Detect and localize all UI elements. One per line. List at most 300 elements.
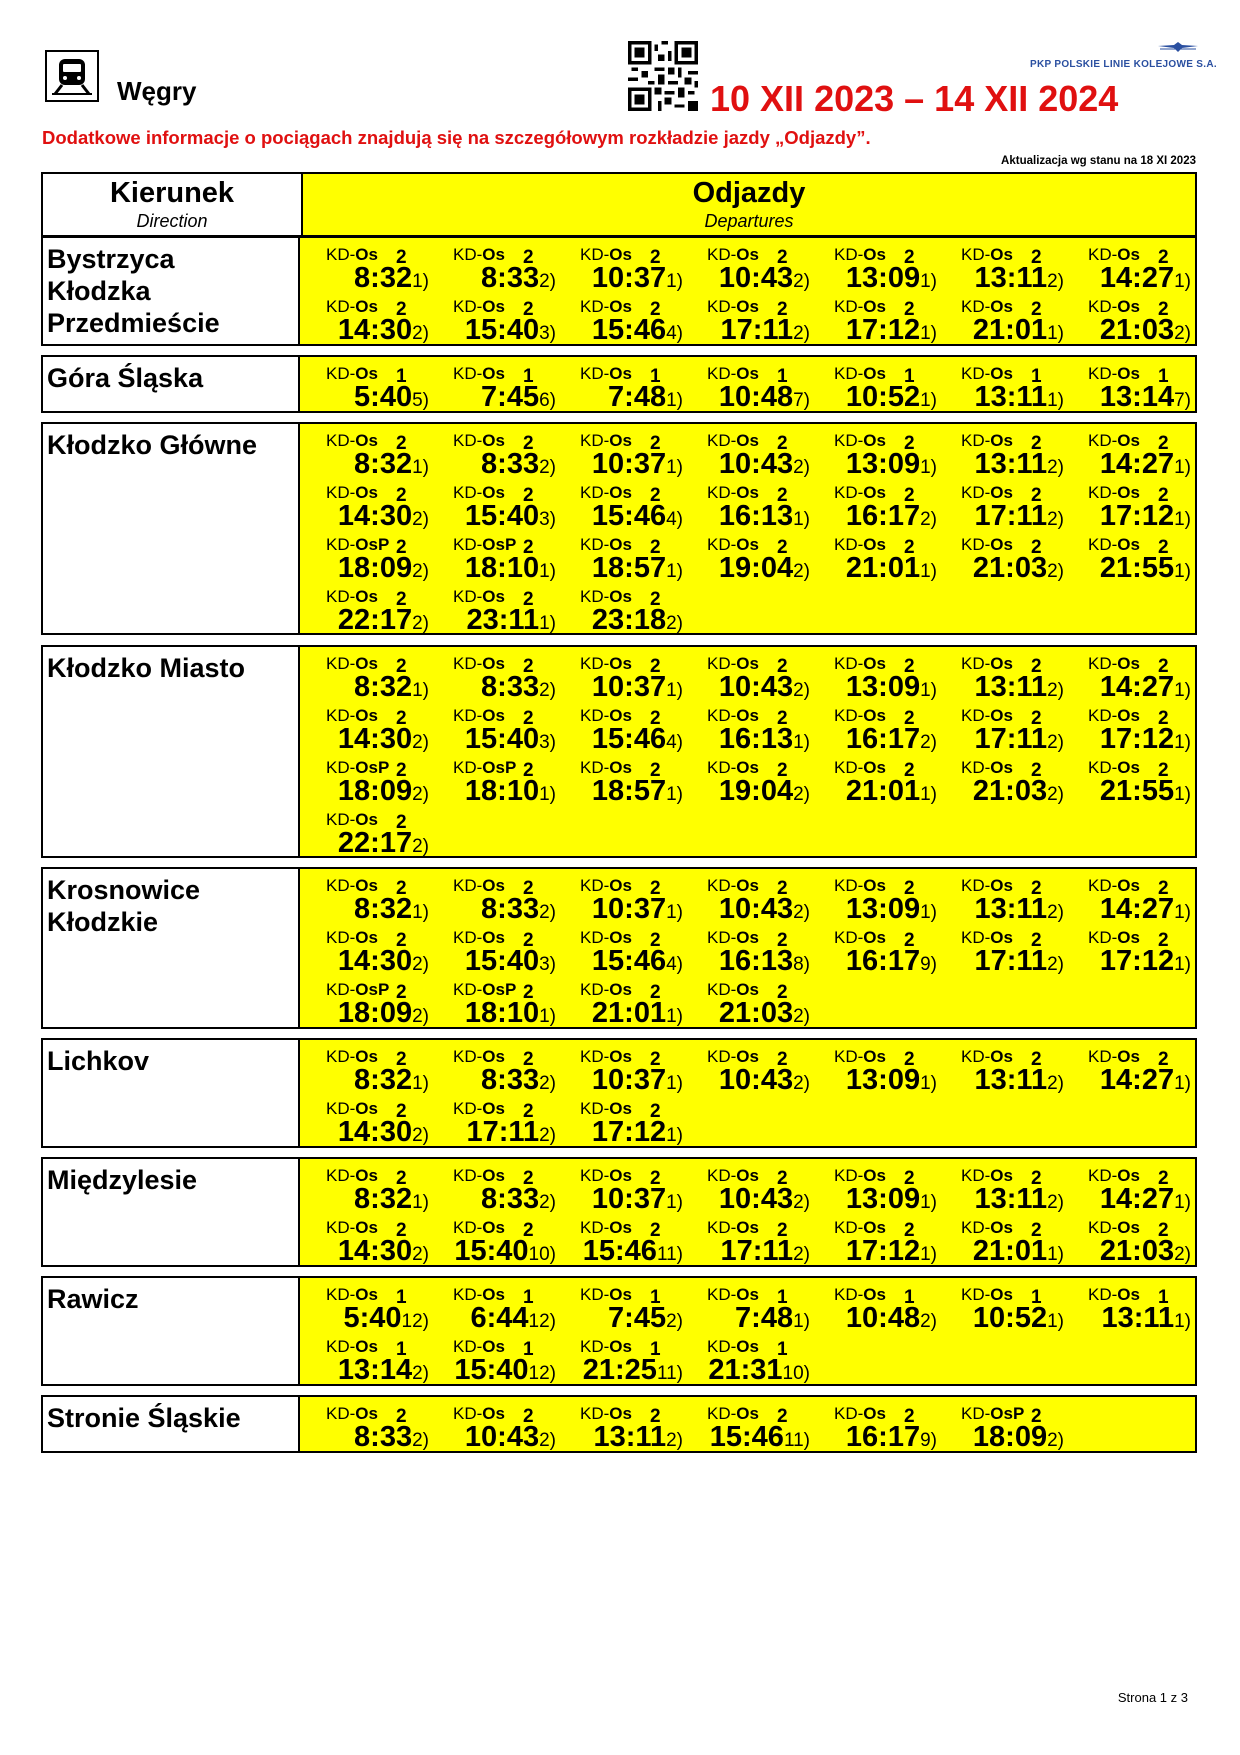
carrier-code: KD- (1088, 758, 1118, 777)
footnote-ref: 12) (528, 1363, 556, 1384)
footnote-ref: 2) (1047, 902, 1064, 923)
update-date: Aktualizacja wg stanu na 18 XI 2023 (1001, 155, 1196, 167)
departure-time (583, 1236, 683, 1270)
train-departure (941, 872, 1068, 924)
departure-time (1100, 553, 1191, 587)
footnote-ref: 1) (539, 561, 556, 582)
carrier-code: KD- (707, 758, 737, 777)
departure-time (354, 382, 429, 416)
carrier-code: KD- (326, 706, 356, 725)
train-type: Os (482, 876, 505, 895)
carrier-code: KD- (834, 535, 864, 554)
train-departure (306, 754, 433, 806)
footnote-ref: 2) (666, 613, 683, 634)
departure-time (354, 263, 429, 297)
carrier-code: KD- (1088, 297, 1118, 316)
footnote-ref: 1) (539, 613, 556, 634)
carrier-code: KD- (453, 297, 483, 316)
departure-time (846, 263, 937, 297)
departure-time (592, 1184, 683, 1218)
carrier-code: KD- (1088, 483, 1118, 502)
train-departure (941, 924, 1068, 976)
train-type: Os (609, 1337, 632, 1356)
carrier-code: KD- (707, 1166, 737, 1185)
departure-time (710, 1422, 810, 1456)
time-value: 8:32 (354, 671, 413, 703)
departure-time (975, 263, 1064, 297)
carrier-code: KD- (834, 758, 864, 777)
carrier-code: KD- (834, 1166, 864, 1185)
direction-cell (43, 238, 300, 344)
train-departure (306, 650, 433, 702)
carrier-code: KD- (326, 654, 356, 673)
train-type: Os (482, 1166, 505, 1185)
train-type: Os (482, 706, 505, 725)
departure-time (719, 1184, 810, 1218)
train-class: 1 (523, 1287, 534, 1308)
train-departure (560, 976, 687, 1028)
footnote-ref: 2) (920, 732, 937, 753)
departures-cell (300, 357, 1195, 411)
departure-time (465, 1422, 556, 1456)
train-type: Os (609, 535, 632, 554)
qr-code-icon[interactable] (628, 41, 698, 111)
carrier-code: KD- (580, 654, 610, 673)
footnote-ref: 2) (793, 1006, 810, 1027)
train-departure (687, 1043, 814, 1095)
departure-time (973, 1303, 1064, 1337)
train-class: 2 (777, 1406, 788, 1427)
carrier-code: KD- (453, 1047, 483, 1066)
train-departure (433, 1095, 560, 1147)
train-class: 1 (1031, 1287, 1042, 1308)
departure-time (481, 263, 556, 297)
time-value: 10:52 (845, 381, 921, 413)
carrier-code: KD- (580, 364, 610, 383)
carrier-code: KD- (580, 431, 610, 450)
train-class: 2 (523, 537, 534, 558)
time-value: 10:43 (718, 448, 794, 480)
train-departure (306, 241, 433, 293)
train-class: 1 (1158, 366, 1169, 387)
footnote-ref: 1) (412, 271, 429, 292)
footnote-ref: 1) (1174, 509, 1191, 530)
carrier-code: KD- (961, 1047, 991, 1066)
carrier-code: KD- (453, 483, 483, 502)
departure-time (467, 1117, 556, 1151)
time-value: 17:11 (974, 945, 1048, 977)
train-icon (45, 50, 99, 102)
departure-time (592, 553, 683, 587)
footnote-ref: 2) (1047, 954, 1064, 975)
time-value: 15:46 (591, 945, 667, 977)
footnote-ref: 10) (782, 1363, 810, 1384)
train-type: Os (355, 654, 378, 673)
departure-time (975, 724, 1064, 758)
footnote-ref: 2) (793, 457, 810, 478)
carrier-code: KD- (580, 1285, 610, 1304)
direction-block (41, 422, 1197, 635)
train-type: Os (990, 928, 1013, 947)
train-departure (433, 1214, 560, 1266)
train-type: Os (482, 1099, 505, 1118)
time-value: 14:27 (1099, 1183, 1175, 1215)
departure-time (354, 449, 429, 483)
departure-time (719, 501, 810, 535)
time-value: 8:33 (481, 893, 540, 925)
time-value: 16:17 (845, 500, 921, 532)
train-class: 2 (1031, 878, 1042, 899)
carrier-code: KD- (580, 1166, 610, 1185)
train-type: Os (863, 706, 886, 725)
train-type: Os (736, 1218, 759, 1237)
train-type: Os (1117, 928, 1140, 947)
train-departure (433, 650, 560, 702)
train-class: 2 (396, 299, 407, 320)
departures-header (303, 174, 1195, 235)
time-value: 17:12 (591, 1116, 667, 1148)
carrier-code: KD- (834, 431, 864, 450)
train-class: 2 (396, 656, 407, 677)
train-class: 1 (396, 1339, 407, 1360)
train-type: OsP (355, 758, 390, 777)
train-class: 2 (523, 708, 534, 729)
departures-cell (300, 647, 1195, 859)
time-value: 8:33 (481, 448, 540, 480)
train-type: Os (482, 297, 505, 316)
train-class: 1 (777, 366, 788, 387)
footnote-ref: 1) (412, 457, 429, 478)
time-value: 10:37 (591, 1183, 667, 1215)
footnote-ref: 2) (793, 1073, 810, 1094)
time-value: 10:43 (718, 262, 794, 294)
train-class: 1 (396, 1287, 407, 1308)
train-class: 2 (523, 930, 534, 951)
train-class: 2 (523, 485, 534, 506)
carrier-code: KD- (326, 364, 356, 383)
train-departure (433, 702, 560, 754)
carrier-code: KD- (707, 876, 737, 895)
train-type: Os (990, 1285, 1013, 1304)
footnote-ref: 4) (666, 323, 683, 344)
carrier-code: KD- (1088, 364, 1118, 383)
footnote-ref: 2) (412, 561, 429, 582)
train-class: 2 (1031, 760, 1042, 781)
direction-block (41, 236, 1197, 346)
train-class: 2 (1031, 299, 1042, 320)
carrier-code: KD- (453, 758, 483, 777)
carrier-code: KD- (580, 928, 610, 947)
train-departure (687, 754, 814, 806)
train-departure (560, 479, 687, 531)
train-departure (941, 360, 1068, 412)
train-type: Os (990, 654, 1013, 673)
train-class: 1 (650, 1287, 661, 1308)
carrier-code: KD- (580, 1099, 610, 1118)
train-departure (814, 531, 941, 583)
footnote-ref: 1) (1174, 1073, 1191, 1094)
carrier-code: KD- (580, 1404, 610, 1423)
footnote-ref: 1) (666, 1006, 683, 1027)
train-departure (306, 1162, 433, 1214)
departure-time (338, 776, 429, 810)
carrier-code: KD- (580, 297, 610, 316)
train-departure (306, 427, 433, 479)
train-class: 2 (777, 878, 788, 899)
train-departure (1068, 360, 1195, 412)
footnote-ref: 1) (920, 680, 937, 701)
train-type: Os (355, 483, 378, 502)
footnote-ref: 1) (920, 1244, 937, 1265)
train-departure (941, 1400, 1068, 1452)
footnote-ref: 2) (793, 561, 810, 582)
time-value: 5:40 (354, 381, 413, 413)
time-value: 13:09 (845, 262, 921, 294)
train-departure (1068, 427, 1195, 479)
time-value: 22:17 (337, 604, 413, 636)
train-type: Os (990, 706, 1013, 725)
train-type: Os (736, 1166, 759, 1185)
train-class: 2 (777, 760, 788, 781)
train-type: Os (863, 1404, 886, 1423)
time-value: 15:40 (464, 500, 540, 532)
carrier-code: KD- (961, 706, 991, 725)
carrier-code: KD- (326, 980, 356, 999)
footnote-ref: 1) (539, 784, 556, 805)
train-departure (1068, 1281, 1195, 1333)
time-value: 13:11 (974, 448, 1048, 480)
footnote-ref: 2) (666, 1311, 683, 1332)
footnote-ref: 1) (412, 1192, 429, 1213)
footnote-ref: 8) (793, 954, 810, 975)
departure-time (592, 894, 683, 928)
train-departure (306, 872, 433, 924)
train-departure (1068, 1214, 1195, 1266)
departure-time (481, 672, 556, 706)
time-value: 10:37 (591, 893, 667, 925)
time-value: 15:40 (464, 314, 540, 346)
train-departure (687, 650, 814, 702)
train-type: Os (482, 1337, 505, 1356)
carrier-code: KD- (1088, 431, 1118, 450)
time-value: 8:33 (481, 1064, 540, 1096)
time-value: 21:01 (972, 1235, 1048, 1267)
train-class: 2 (777, 485, 788, 506)
time-value: 10:37 (591, 448, 667, 480)
train-departure (941, 1043, 1068, 1095)
train-departure (687, 702, 814, 754)
time-value: 8:32 (354, 448, 413, 480)
train-departure (560, 754, 687, 806)
departure-time (592, 998, 683, 1032)
train-type: Os (609, 1285, 632, 1304)
footnote-ref: 4) (666, 732, 683, 753)
train-type: Os (1117, 535, 1140, 554)
carrier-code: KD- (1088, 706, 1118, 725)
carrier-code: KD- (961, 1285, 991, 1304)
train-type: Os (863, 297, 886, 316)
time-value: 14:27 (1099, 262, 1175, 294)
footnote-ref: 2) (539, 1192, 556, 1213)
departure-time (592, 501, 683, 535)
train-departure (941, 1214, 1068, 1266)
time-value: 14:30 (337, 1235, 413, 1267)
time-value: 13:11 (593, 1421, 667, 1453)
train-departure (306, 479, 433, 531)
footnote-ref: 1) (920, 323, 937, 344)
time-value: 10:43 (718, 671, 794, 703)
train-departure (687, 872, 814, 924)
carrier-code: KD- (707, 431, 737, 450)
carrier-code: KD- (453, 706, 483, 725)
time-value: 17:11 (720, 314, 794, 346)
train-type: Os (609, 1166, 632, 1185)
footnote-ref: 2) (539, 1073, 556, 1094)
train-class: 2 (777, 708, 788, 729)
departures-cell (300, 1278, 1195, 1384)
train-type: Os (1117, 1166, 1140, 1185)
train-type: Os (609, 431, 632, 450)
train-type: Os (863, 928, 886, 947)
carrier-code: KD- (453, 1218, 483, 1237)
departure-time (846, 449, 937, 483)
train-class: 2 (904, 760, 915, 781)
train-type: Os (609, 706, 632, 725)
time-value: 14:30 (337, 945, 413, 977)
time-value: 18:10 (464, 997, 540, 1029)
train-type: Os (482, 1404, 505, 1423)
footnote-ref: 1) (920, 784, 937, 805)
train-departure (814, 872, 941, 924)
train-type: Os (1117, 1218, 1140, 1237)
train-class: 2 (396, 589, 407, 610)
departure-time (846, 315, 937, 349)
train-class: 2 (396, 247, 407, 268)
footnote-ref: 3) (539, 509, 556, 530)
departure-time (1100, 315, 1191, 349)
train-departure (560, 583, 687, 635)
train-class: 2 (1031, 1168, 1042, 1189)
departure-time (465, 553, 556, 587)
time-value: 13:11 (974, 1183, 1048, 1215)
train-departure (814, 650, 941, 702)
footnote-ref: 9) (920, 1430, 937, 1451)
footnote-ref: 2) (412, 954, 429, 975)
time-value: 14:27 (1099, 1064, 1175, 1096)
departure-time (1100, 776, 1191, 810)
carrier-code: KD- (326, 876, 356, 895)
departure-time (338, 1236, 429, 1270)
train-class: 2 (1158, 708, 1169, 729)
departure-time (721, 315, 810, 349)
time-value: 21:55 (1099, 552, 1175, 584)
departure-time (354, 894, 429, 928)
footnote-ref: 2) (1047, 784, 1064, 805)
train-departure (941, 293, 1068, 345)
direction-name: Kłodzko Miasto (47, 653, 246, 683)
train-type: Os (482, 654, 505, 673)
train-departure (560, 1095, 687, 1147)
departure-time (719, 672, 810, 706)
train-departure (941, 427, 1068, 479)
train-departure (1068, 924, 1195, 976)
train-type: Os (609, 980, 632, 999)
footnote-ref: 1) (920, 561, 937, 582)
carrier-code: KD- (1088, 1047, 1118, 1066)
train-type: Os (990, 431, 1013, 450)
departure-time (1100, 946, 1191, 980)
departure-time (467, 605, 556, 639)
carrier-code: KD- (707, 928, 737, 947)
footnote-ref: 2) (412, 509, 429, 530)
train-departure (1068, 872, 1195, 924)
footnote-ref: 2) (539, 1125, 556, 1146)
train-departure (687, 976, 814, 1028)
time-value: 18:09 (337, 775, 413, 807)
time-value: 21:03 (1099, 1235, 1175, 1267)
train-type: Os (863, 1285, 886, 1304)
footnote-ref: 1) (539, 1006, 556, 1027)
train-type: OsP (355, 535, 390, 554)
carrier-code: KD- (326, 810, 356, 829)
time-value: 23:18 (591, 604, 667, 636)
footnote-ref: 2) (1174, 1244, 1191, 1265)
carrier-code: KD- (580, 535, 610, 554)
time-value: 13:11 (974, 262, 1048, 294)
departure-time (846, 382, 937, 416)
time-value: 14:30 (337, 500, 413, 532)
train-class: 1 (1031, 366, 1042, 387)
train-departure (814, 924, 941, 976)
departure-time (719, 998, 810, 1032)
direction-title: Kierunek (109, 177, 235, 209)
direction-cell (43, 869, 300, 1027)
train-type: Os (1117, 1047, 1140, 1066)
direction-name: Lichkov (47, 1046, 150, 1076)
direction-cell (43, 1040, 300, 1146)
time-value: 18:57 (591, 552, 667, 584)
train-class: 2 (650, 1220, 661, 1241)
departure-time (454, 1355, 556, 1389)
departure-time (592, 672, 683, 706)
time-value: 13:09 (845, 671, 921, 703)
train-departure (560, 702, 687, 754)
time-value: 21:31 (708, 1354, 783, 1386)
train-type: Os (609, 1218, 632, 1237)
footnote-ref: 2) (412, 784, 429, 805)
departure-time (1100, 1184, 1191, 1218)
carrier-code: KD- (453, 245, 483, 264)
train-class: 2 (777, 982, 788, 1003)
train-departure (306, 1043, 433, 1095)
train-departure (433, 1281, 560, 1333)
departure-time (592, 315, 683, 349)
train-type: Os (609, 1047, 632, 1066)
footnote-ref: 11) (783, 1430, 810, 1451)
departure-time (719, 946, 810, 980)
footnote-ref: 1) (793, 1311, 810, 1332)
train-type: Os (609, 928, 632, 947)
train-class: 2 (523, 760, 534, 781)
train-type: Os (609, 483, 632, 502)
footnote-ref: 4) (666, 954, 683, 975)
time-value: 15:40 (464, 723, 540, 755)
departure-time (975, 894, 1064, 928)
footnote-ref: 2) (793, 1244, 810, 1265)
carrier-code: KD- (326, 1099, 356, 1118)
footnote-ref: 1) (1174, 457, 1191, 478)
direction-block (41, 1395, 1197, 1453)
